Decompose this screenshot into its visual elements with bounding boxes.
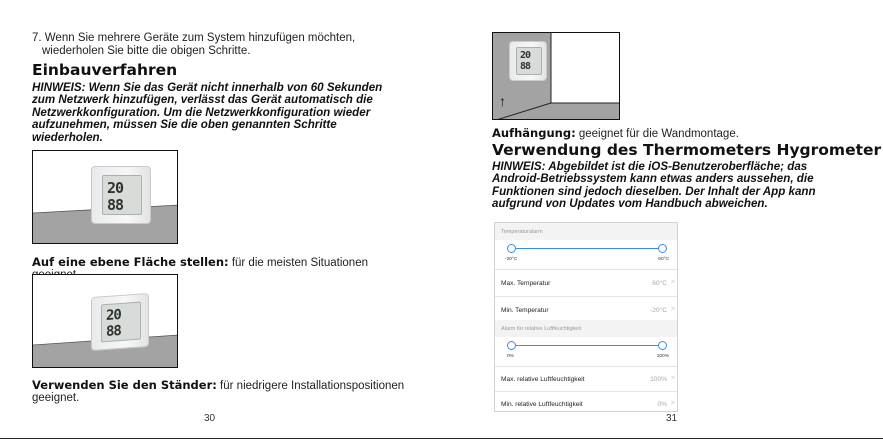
wall-mount-caption: [492, 127, 872, 140]
ios-hint: [492, 161, 872, 211]
temperature-digits: 20: [107, 179, 124, 197]
max-humidity-row[interactable]: [495, 367, 678, 392]
installation-heading: Einbauverfahren: [32, 61, 178, 79]
hint-line: aufzunehmen, müssen Sie die oben genannten Schritte: [32, 118, 337, 132]
hint-line: Funktionen sind jedoch dieselben. Der Inhalt der App kann: [492, 184, 816, 198]
flat-surface-text: für die meisten Situationen: [231, 257, 368, 269]
chevron-right-icon: >: [670, 400, 675, 407]
humidity-digits: 88: [520, 61, 531, 72]
slider-max-label: 100%: [656, 354, 669, 359]
stand-figure: [32, 274, 178, 368]
row-label: Min. Temperatur: [501, 307, 549, 314]
slider-min-handle[interactable]: [507, 341, 516, 350]
thermometer-device: [91, 166, 151, 224]
stand-text-2: geeignet.: [32, 392, 80, 404]
device-screen: [516, 47, 542, 75]
hint-line: Netzwerkkonfiguration. Um die Netzwerkkonfiguration wieder: [32, 105, 371, 119]
row-value: 100%: [650, 376, 667, 383]
slider-max-handle[interactable]: [658, 341, 667, 350]
humidity-range-slider[interactable]: [495, 337, 678, 367]
chevron-right-icon: >: [670, 375, 675, 382]
slider-max-label: 60°C: [658, 257, 669, 262]
hint-line: HINWEIS: Wenn Sie das Gerät nicht innerhalb von 60 Sekunden: [32, 81, 383, 94]
flat-surface-figure: [32, 150, 178, 244]
thermometer-device: [91, 293, 149, 351]
row-value: -20°C: [650, 307, 667, 314]
stand-text-1: für niedrigere Installationspositionen: [216, 380, 405, 392]
flat-surface-label: Auf eine ebene Fläche stellen:: [32, 255, 229, 269]
row-value: 0%: [657, 401, 667, 408]
wall-mount-text: geeignet für die Wandmontage.: [575, 128, 739, 140]
device-screen: [101, 302, 141, 343]
humidity-digits: 88: [107, 196, 124, 214]
max-temperature-row[interactable]: [495, 270, 678, 297]
slider-min-label: 0%: [507, 354, 514, 359]
step-7-line-1: 7. Wenn Sie mehrere Geräte zum System hinzufügen möchten,: [32, 32, 356, 44]
min-humidity-row[interactable]: [495, 392, 678, 412]
hint-line: zum Netzwerk hinzufügen, verlässt das Gerät automatisch die: [32, 93, 373, 107]
row-label: Min. relative Luftfeuchtigkeit: [501, 401, 583, 408]
app-alarm-settings-screenshot: [494, 222, 678, 412]
step-7-line-2: wiederholen Sie bitte die obigen Schritte.: [42, 45, 251, 57]
stand-caption: [32, 379, 422, 404]
chevron-right-icon: >: [670, 279, 675, 286]
slider-track: [511, 345, 663, 346]
hint-line: aufgrund von Updates vom Handbuch abweichen.: [492, 197, 768, 211]
humidity-digits: 88: [106, 322, 121, 340]
hint-line: wiederholen.: [32, 130, 103, 144]
slider-min-label: -20°C: [505, 257, 518, 262]
page-number-left: 30: [204, 413, 216, 424]
humidity-alarm-section: Alarm für relative Luftfeuchtigkeit: [495, 320, 678, 337]
hint-line: Android-Betriebssystem kann etwas anders aussehen, die: [492, 172, 814, 186]
usage-heading: Verwendung des Thermometers Hygrometer: [492, 141, 882, 159]
wall-mount-label: Aufhängung:: [492, 126, 576, 140]
row-label: Max. Temperatur: [501, 280, 551, 287]
page-number-right: 31: [666, 413, 678, 424]
step-7-text: [32, 32, 392, 58]
hint-line: HINWEIS: Abgebildet ist die iOS-Benutzeroberfläche; das: [492, 160, 808, 173]
up-arrow-icon: ↑: [499, 93, 506, 109]
bottom-rule: [0, 438, 883, 439]
network-hint: [32, 82, 402, 144]
slider-track: [511, 248, 663, 249]
row-value: 60°C: [652, 280, 667, 287]
slider-min-handle[interactable]: [507, 244, 516, 253]
thermometer-device: [509, 41, 547, 81]
temperature-digits: 20: [106, 306, 121, 324]
wall-mount-figure: [492, 32, 620, 120]
chevron-right-icon: >: [670, 306, 675, 313]
temperature-range-slider[interactable]: [495, 240, 678, 270]
device-screen: [102, 175, 142, 215]
slider-max-handle[interactable]: [658, 244, 667, 253]
temperature-digits: 20: [520, 50, 531, 61]
row-label: Max. relative Luftfeuchtigkeit: [501, 376, 585, 383]
stand-label: Verwenden Sie den Ständer:: [32, 378, 217, 392]
temperature-alarm-section: Temperaturalarm: [495, 223, 678, 240]
